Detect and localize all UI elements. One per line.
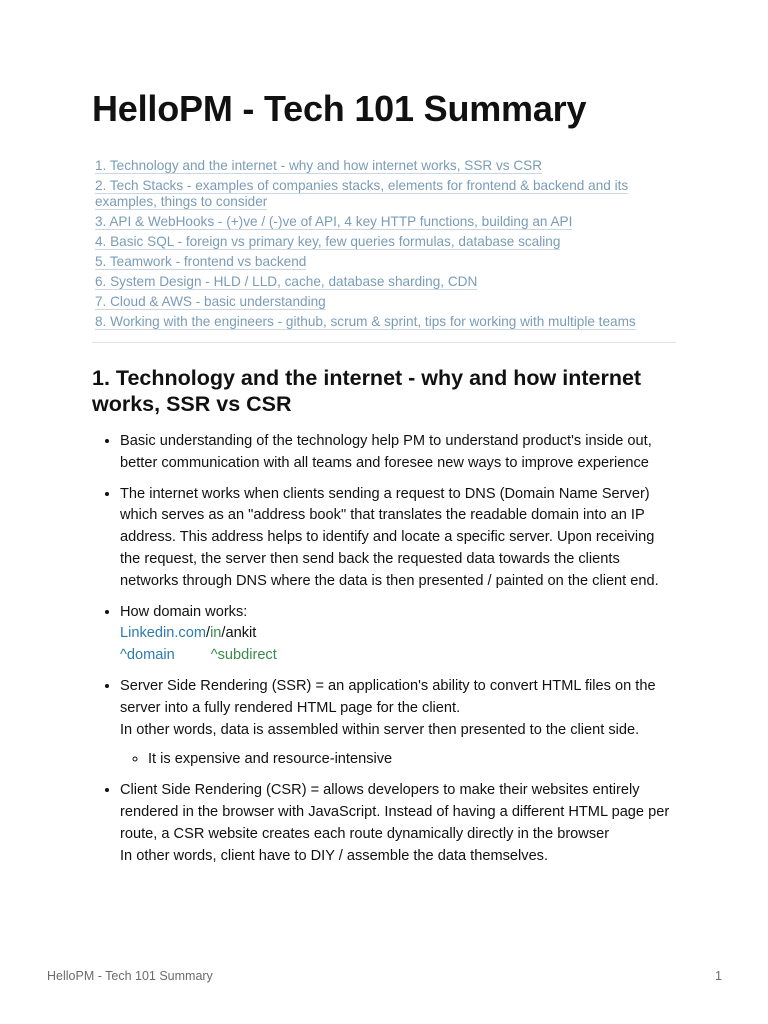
caption-subdirect: ^subdirect [210,647,277,664]
path-text: ankit [225,625,257,642]
table-of-contents [92,158,676,343]
toc-link-8[interactable]: 8. Working with the engineers - github, scrum & sprint, tips for working with multiple teams [95,314,636,329]
page-content [92,88,676,876]
bullet-label: • How domain works: [120,603,248,620]
bullet-text: In other words, data is assembled within server then presented to the client side. [120,721,640,738]
bullet-text: Basic understanding of the technology help PM to understand product's inside out, better communication with all teams and foresee new ways to improve experience [120,433,652,471]
section-heading: 1. Technology and the internet - why and how internet works, SSR vs CSR [92,366,642,416]
bullet-item [120,602,676,667]
bullet-item [120,484,676,593]
bullet-item [120,431,676,475]
footer-title: HelloPM - Tech 101 Summary [47,969,213,983]
bullet-item [120,676,676,771]
bullet-text: In other words, client have to DIY / assemble the data themselves. [120,847,549,864]
page-number: 1 [715,969,722,983]
toc-link-3[interactable]: 3. API & WebHooks - (+)ve / (-)ve of API, 4 key HTTP functions, building an API [95,214,573,229]
domain-example: Linkedin.com/in/ankit [120,625,257,642]
domain-link[interactable]: Linkedin.com [120,625,206,642]
toc-link-2[interactable]: 2. Tech Stacks - examples of companies stacks, elements for frontend & backend and its [95,178,629,193]
sub-bullet-item: ◦ It is expensive and resource-intensive [148,749,676,771]
domain-captions [120,645,676,667]
bullet-text: • Client Side Rendering (CSR) = allows developers to make their websites entirely rendered in the browser with JavaScript. Instead of having a different HTML page per route, a CSR website creates each route dynamically directly in the browser [120,782,670,842]
toc-link-2-continued[interactable]: examples, things to consider [95,194,268,209]
sub-bullet-list [120,749,676,771]
bullet-text: • Server Side Rendering (SSR) = an application's ability to convert HTML files on the server into a fully rendered HTML page for the client. [120,677,656,716]
toc-link-6[interactable]: 6. System Design - HLD / LLD, cache, database sharding, CDN [95,274,478,289]
toc-link-4[interactable]: 4. Basic SQL - foreign vs primary key, few queries formulas, database scaling [95,234,561,249]
toc-link-1[interactable]: 1. Technology and the internet - why and how internet works, SSR vs CSR [95,158,543,173]
caption-domain: ^domain [120,647,175,664]
subdirect-link[interactable]: in [210,625,222,642]
bullet-item [120,780,676,867]
toc-link-5[interactable]: 5. Teamwork - frontend vs backend [95,254,307,269]
section-bullet-list [92,431,676,867]
bullet-text: The internet works when clients sending a request to DNS (Domain Name Server) which serves as an "address book" that translates the readable domain into an IP address. This address helps to identify and locate a specific server. Upon receiving the request, the server then send back the requested data towards the clients networks through DNS where the data is then presented / painted on the client end. [120,485,659,589]
toc-link-7[interactable]: 7. Cloud & AWS - basic understanding [95,294,326,309]
document-title: HelloPM - Tech 101 Summary [92,88,587,129]
